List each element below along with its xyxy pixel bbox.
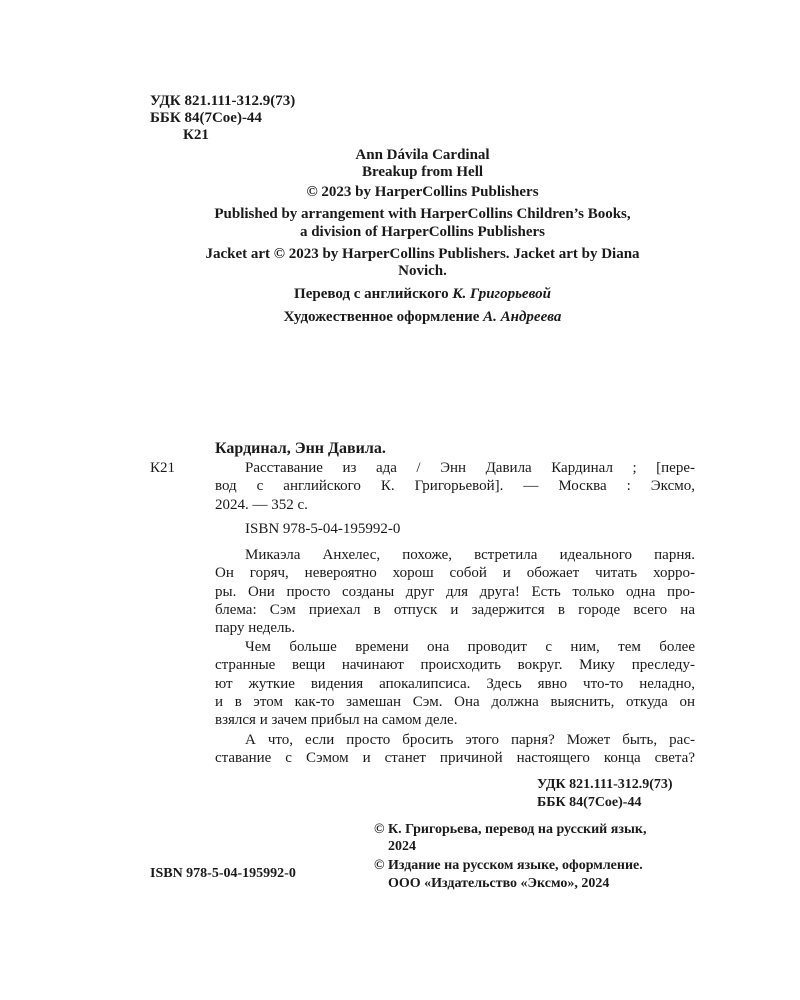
annotation-line: странные вещи начинают происходить вокруг. Мику преследу- — [215, 657, 695, 673]
annotation-line: А что, если просто бросить этого парня? Может быть, рас- — [245, 732, 695, 748]
annotation-line: ры. Они просто созданы друг для друга! Есть только одна про- — [215, 584, 695, 600]
catalog-line: 2024. — 352 с. — [215, 497, 308, 513]
translation-copyright-line-1: © К. Григорьева, перевод на русский язык, — [374, 822, 647, 837]
designer-name: А. Андреева — [483, 309, 562, 325]
design-credit — [150, 308, 695, 326]
catalog-line: вод с английского К. Григорьевой]. — Москва : Эксмо, — [215, 478, 695, 494]
annotation-line: взялся и зачем прибыл на самом деле. — [215, 712, 458, 728]
translation-copyright-line-2: 2024 — [388, 839, 416, 854]
annotation-line: блема: Сэм приехал в отпуск и задержится в городе всего на — [215, 602, 695, 618]
footer-udk: УДК 821.111-312.9(73) — [537, 777, 673, 792]
author-mark: К21 — [183, 127, 209, 143]
annotation-line: Чем больше времени она проводит с ним, тем более — [245, 639, 695, 655]
annotation-line: ют жуткие видения апокалипсиса. Здесь явно что-то неладно, — [215, 676, 695, 692]
footer-bbk: ББК 84(7Сое)-44 — [537, 795, 642, 810]
annotation-line: ставание с Сэмом и станет причиной настоящего конца света? — [215, 750, 695, 766]
original-author: Ann Dávila Cardinal — [355, 147, 490, 163]
annotation-line: Микаэла Анхелес, похоже, встретила идеального парня. — [245, 547, 695, 563]
original-title: Breakup from Hell — [361, 164, 484, 180]
translation-credit — [150, 285, 695, 303]
translator-name: К. Григорьевой — [452, 286, 551, 302]
edition-copyright-line-1: © Издание на русском языке, оформление. — [374, 858, 643, 873]
catalog-heading: Кардинал, Энн Давила. — [215, 440, 386, 457]
catalog-isbn: ISBN 978-5-04-195992-0 — [245, 521, 401, 537]
design-label: Художественное оформление — [283, 309, 480, 325]
bbk-code: ББК 84(7Сое)-44 — [150, 110, 262, 126]
jacket-line-2: Novich. — [398, 263, 447, 279]
translation-label: Перевод с английского — [294, 286, 449, 302]
catalog-line: Расставание из ада / Энн Давила Кардинал ; [пере- — [245, 460, 695, 476]
annotation-line: пару недель. — [215, 620, 296, 636]
udk-code: УДК 821.111-312.9(73) — [150, 93, 296, 109]
edition-copyright-line-2: ООО «Издательство «Эксмо», 2024 — [388, 876, 610, 891]
annotation-line: и в этом как-то замешан Сэм. Она должна выяснить, откуда он — [215, 694, 695, 710]
footer-isbn: ISBN 978-5-04-195992-0 — [150, 866, 296, 881]
jacket-line-1: Jacket art © 2023 by HarperCollins Publishers. Jacket art by Diana — [205, 246, 640, 262]
original-copyright: © 2023 by HarperCollins Publishers — [306, 184, 539, 200]
arrangement-line-1: Published by arrangement with HarperCollins Children’s Books, — [214, 206, 631, 222]
annotation-line: Он горяч, невероятно хорош собой и обожает читать хорро- — [215, 565, 695, 581]
arrangement-line-2: a division of HarperCollins Publishers — [299, 224, 546, 240]
catalog-code: К21 — [150, 460, 176, 476]
